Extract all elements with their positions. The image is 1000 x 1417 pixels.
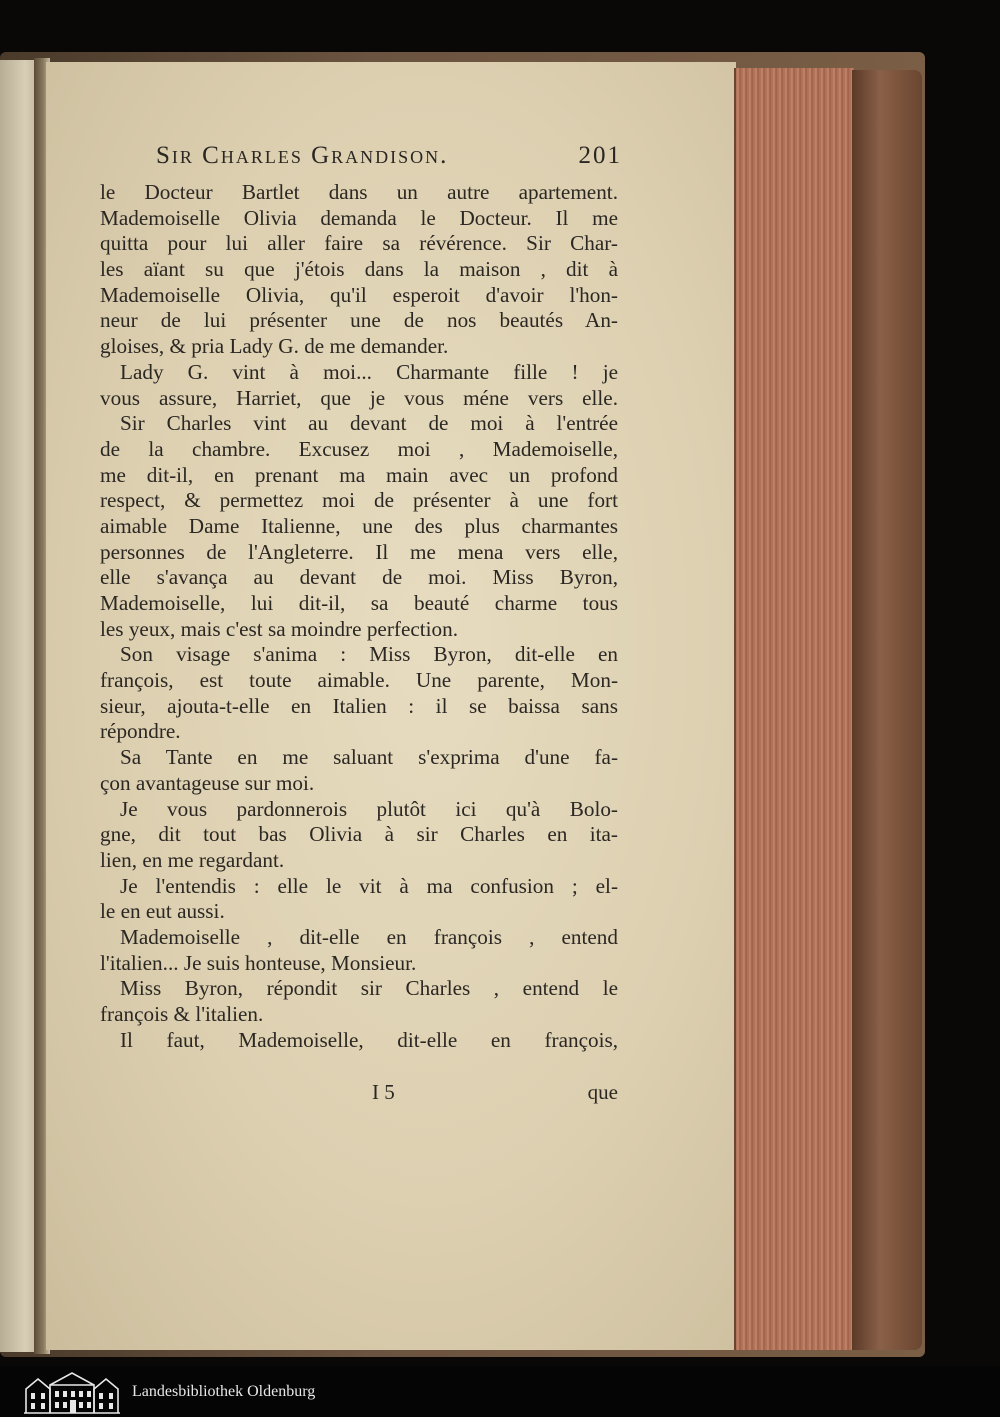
- cover-edge: [852, 70, 922, 1350]
- text-line: les yeux, mais c'est sa moindre perfection.: [100, 616, 459, 641]
- text-line: Son visage s'anima : Miss Byron, dit-elle en: [120, 642, 618, 667]
- text-line: Sa Tante en me saluant s'exprima d'une fa-: [120, 745, 618, 770]
- text-line: Mademoiselle , dit-elle en françois , entend: [120, 924, 618, 949]
- page-fore-edge: [734, 68, 854, 1350]
- text-line: françois & l'italien.: [100, 1002, 264, 1026]
- text-line: sieur, ajouta-t-elle en Italien : il se baissa sans: [100, 693, 618, 718]
- page-number: 201: [578, 142, 622, 169]
- library-building-icon: [22, 1369, 122, 1415]
- text-line: Miss Byron, répondit sir Charles , entend le: [120, 976, 618, 1001]
- text-line: le en eut aussi.: [100, 899, 225, 924]
- text-line: le Docteur Bartlet dans un autre apartement.: [100, 180, 618, 204]
- text-line: neur de lui présenter une de nos beautés An-: [100, 308, 618, 333]
- text-line: vous assure, Harriet, que je vous méne vers elle.: [100, 385, 618, 410]
- text-line: répondre.: [100, 719, 181, 744]
- text-line: Il faut, Mademoiselle, dit-elle en françois,: [120, 1027, 618, 1052]
- text-line: me dit-il, en prenant ma main avec un profond: [100, 462, 618, 487]
- text-line: Je vous pardonnerois plutôt ici qu'à Bolo-: [120, 796, 618, 821]
- text-line: personnes de l'Angleterre. Il me mena vers elle,: [100, 539, 618, 564]
- library-name: Landesbibliothek Oldenburg: [132, 1382, 316, 1400]
- text-line: l'italien... Je suis honteuse, Monsieur.: [100, 950, 417, 975]
- text-line: Lady G. vint à moi... Charmante fille ! je: [120, 359, 618, 384]
- running-header: [156, 142, 622, 170]
- library-banner: [0, 1366, 1000, 1417]
- text-line: françois, est toute aimable. Une parente, Mon-: [100, 668, 618, 693]
- text-line: Sir Charles vint au devant de moi à l'entrée: [120, 411, 618, 436]
- text-line: gne, dit tout bas Olivia à sir Charles en ita-: [100, 822, 618, 847]
- text-line: les aïant su que j'étois dans la maison , dit à: [100, 257, 618, 282]
- text-line: Mademoiselle Olivia, qu'il esperoit d'avoir l'hon-: [100, 282, 618, 307]
- text-line: respect, & permettez moi de présenter à une fort: [100, 488, 618, 513]
- signature-mark: I 5: [372, 1080, 395, 1104]
- body-text: [100, 180, 618, 1053]
- text-line: çon avantageuse sur moi.: [100, 770, 315, 795]
- text-line: elle s'avança au devant de moi. Miss Byron,: [100, 565, 618, 590]
- left-page-edge: [0, 60, 36, 1352]
- running-title: Sir Charles Grandison.: [156, 142, 449, 169]
- text-line: gloises, & pria Lady G. de me demander.: [100, 334, 449, 359]
- text-line: aimable Dame Italienne, une des plus charmantes: [100, 513, 618, 538]
- text-line: de la chambre. Excusez moi , Mademoiselle,: [100, 436, 618, 461]
- text-line: lien, en me regardant.: [100, 847, 285, 872]
- text-line: quitta pour lui aller faire sa révérence. Sir Char-: [100, 231, 618, 256]
- text-line: Je l'entendis : elle le vit à ma confusion ; el-: [120, 873, 618, 898]
- text-line: Mademoiselle, lui dit-il, sa beauté charme tous: [100, 591, 618, 615]
- text-line: Mademoiselle Olivia demanda le Docteur. Il me: [100, 205, 618, 230]
- catchword: que: [587, 1080, 618, 1104]
